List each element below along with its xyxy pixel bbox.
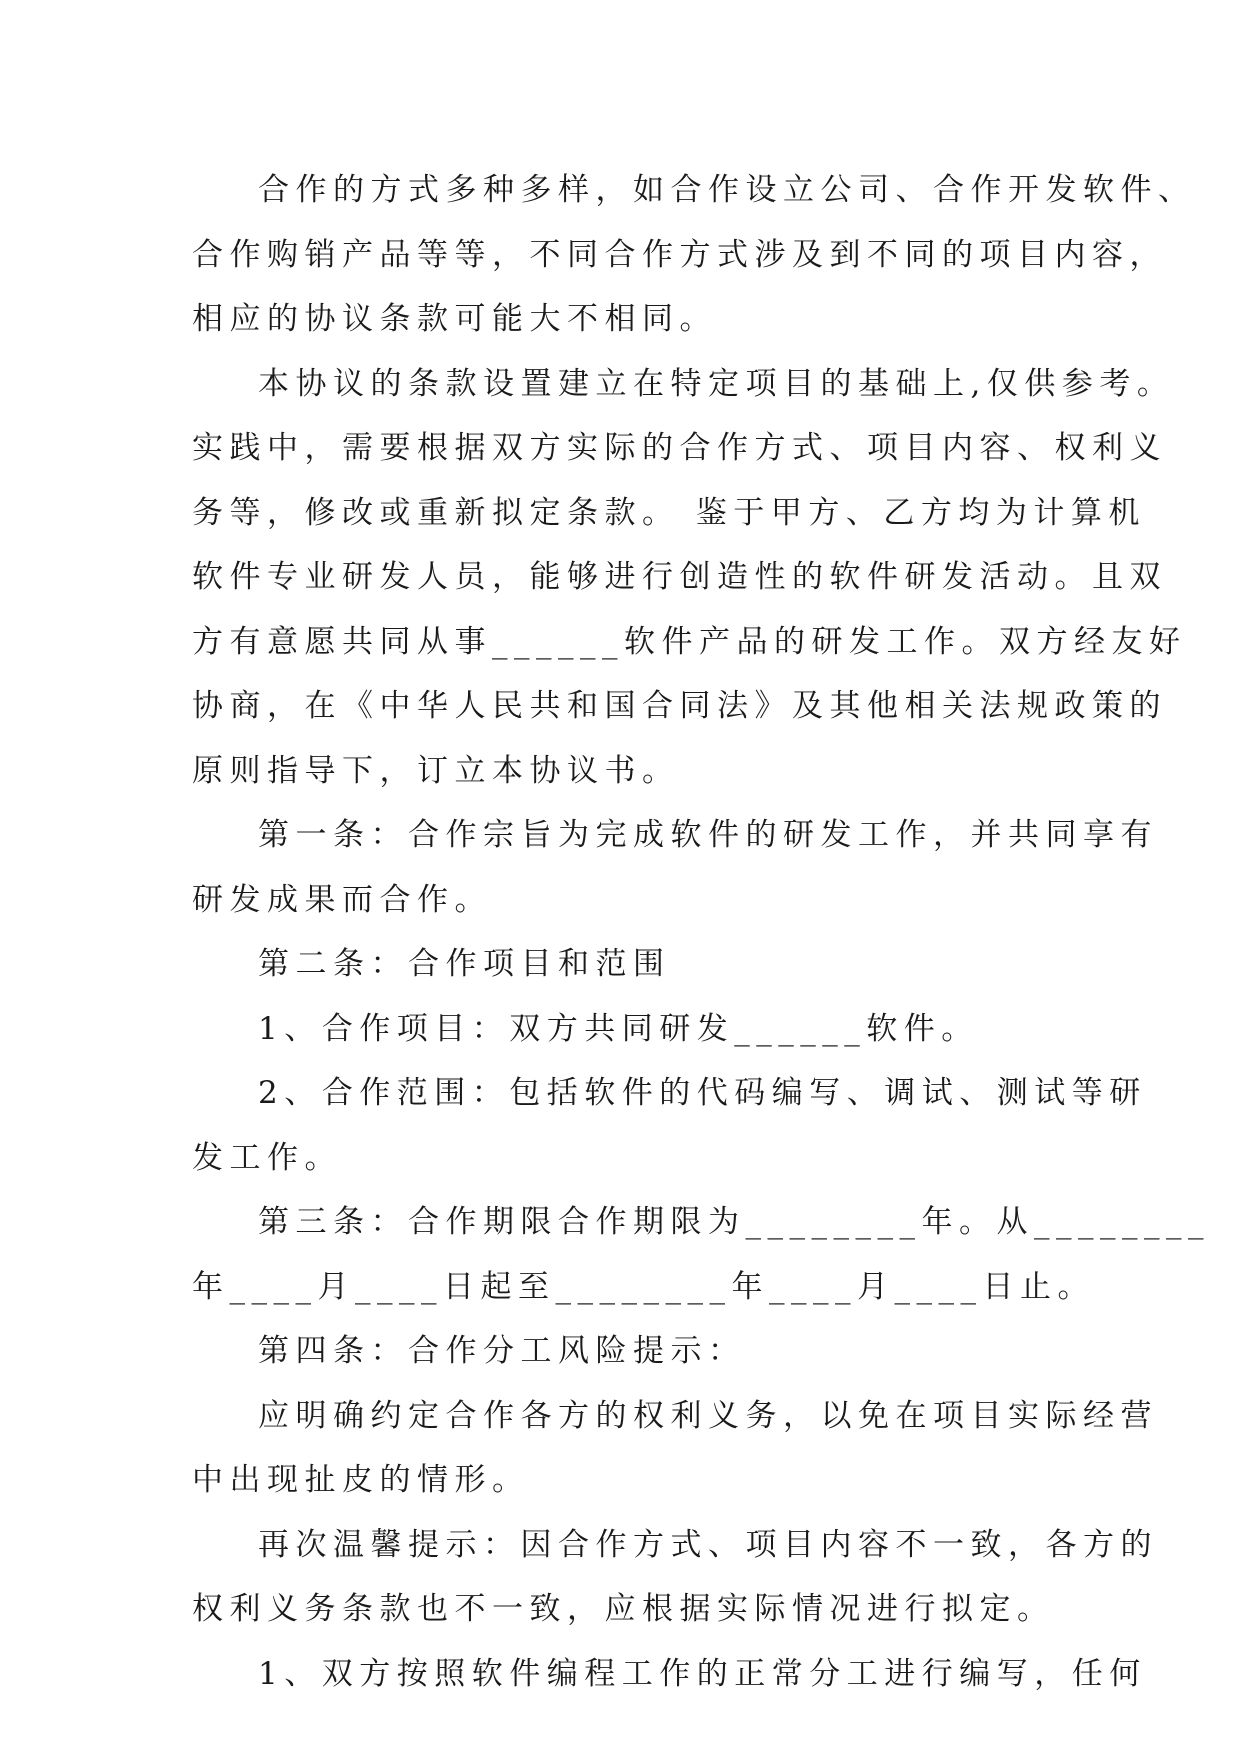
text-line: 年____月____日起至________年____月____日止。 xyxy=(192,1268,1095,1305)
paragraph xyxy=(192,932,1064,997)
text-line: 相应的协议条款可能大不相同。 xyxy=(192,301,717,337)
text-line: 2、合作范围：包括软件的代码编写、调试、测试等研 xyxy=(258,1075,1147,1111)
text-line: 软件专业研发人员，能够进行创造性的软件研发活动。且双 xyxy=(192,559,1167,595)
text-line: 务等，修改或重新拟定条款。 鉴于甲方、乙方均为计算机 xyxy=(192,494,1146,531)
text-line: 第四条：合作分工风险提示： xyxy=(258,1333,746,1369)
text-line: 协商，在《中华人民共和国合同法》及其他相关法规政策的 xyxy=(192,688,1167,724)
text-line: 合作的方式多种多样，如合作设立公司、合作开发软件、 xyxy=(258,172,1196,208)
text-line: 权利义务条款也不一致，应根据实际情况进行拟定。 xyxy=(192,1591,1055,1627)
paragraph xyxy=(192,158,1196,352)
text-line: 第二条：合作项目和范围 xyxy=(258,946,671,982)
document-body xyxy=(192,158,1210,1706)
paragraph xyxy=(192,803,1158,932)
text-line: 1、双方按照软件编程工作的正常分工进行编写，任何 xyxy=(258,1655,1147,1692)
text-line: 中出现扯皮的情形。 xyxy=(192,1462,530,1498)
paragraph xyxy=(192,997,1064,1062)
text-line: 第三条：合作期限合作期限为________年。从________ xyxy=(258,1204,1210,1240)
paragraph xyxy=(192,1384,1158,1513)
paragraph xyxy=(192,352,1187,804)
text-line: 第一条：合作宗旨为完成软件的研发工作，并共同享有 xyxy=(258,817,1158,853)
text-line: 研发成果而合作。 xyxy=(192,881,492,918)
text-line: 本协议的条款设置建立在特定项目的基础上,仅供参考。 xyxy=(258,365,1175,402)
text-line: 发工作。 xyxy=(192,1139,342,1176)
paragraph xyxy=(192,1190,1210,1319)
text-line: 应明确约定合作各方的权利义务，以免在项目实际经营 xyxy=(258,1397,1158,1434)
text-line: 再次温馨提示：因合作方式、项目内容不一致，各方的 xyxy=(258,1526,1158,1563)
text-line: 方有意愿共同从事______软件产品的研发工作。双方经友好 xyxy=(192,623,1187,660)
paragraph xyxy=(192,1642,1147,1707)
paragraph xyxy=(192,1319,1064,1384)
paragraph xyxy=(192,1061,1147,1190)
paragraph xyxy=(192,1513,1158,1642)
text-line: 1、合作项目：双方共同研发______软件。 xyxy=(258,1010,979,1047)
text-line: 实践中，需要根据双方实际的合作方式、项目内容、权利义 xyxy=(192,430,1167,466)
text-line: 原则指导下，订立本协议书。 xyxy=(192,752,680,789)
text-line: 合作购销产品等等，不同合作方式涉及到不同的项目内容， xyxy=(192,236,1167,273)
